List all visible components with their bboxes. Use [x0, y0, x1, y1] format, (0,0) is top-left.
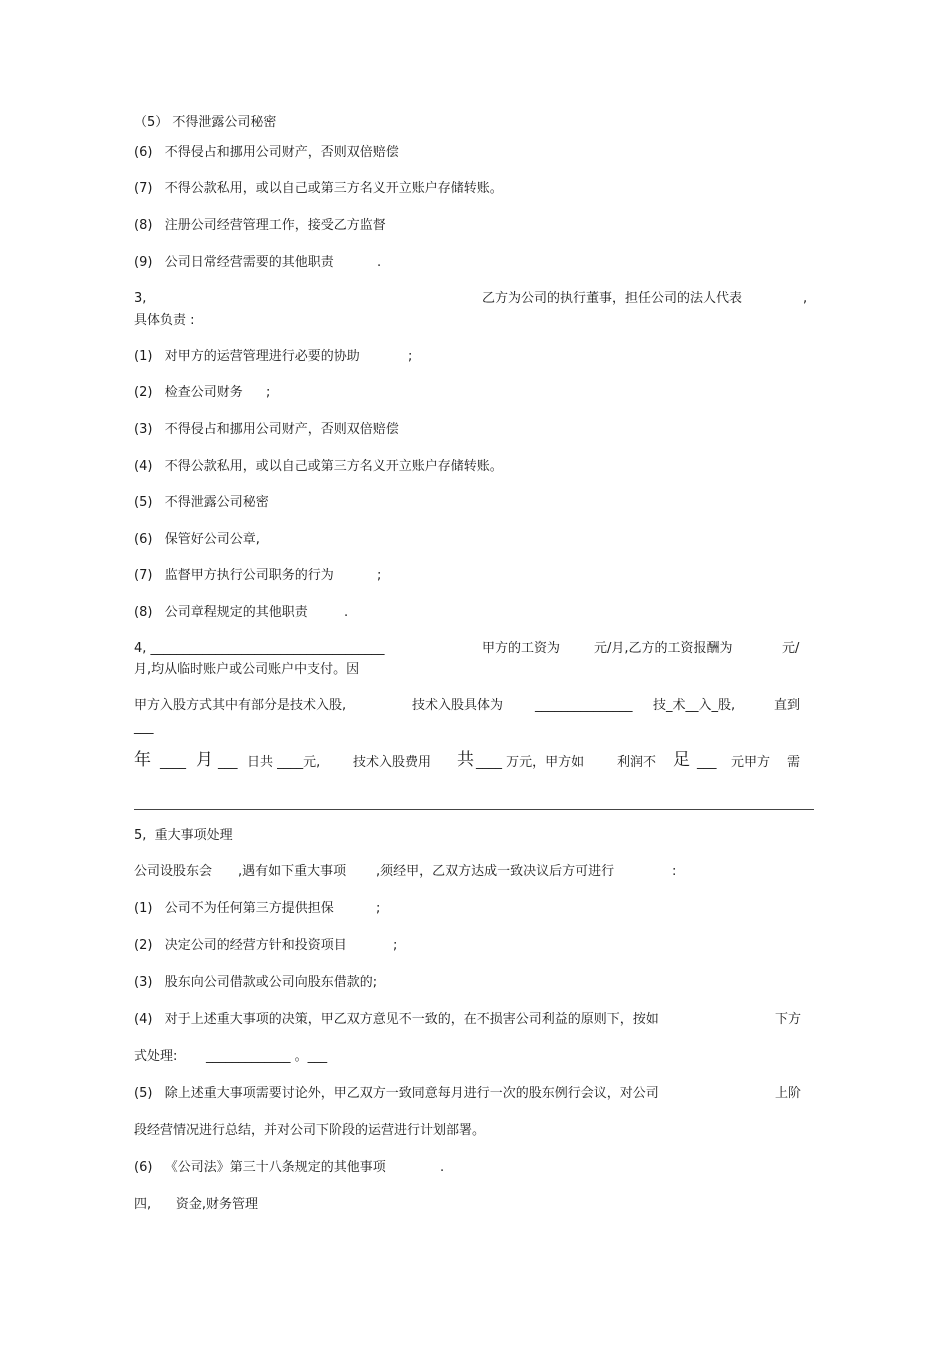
- clause-text: 具体负责 :: [134, 313, 195, 328]
- punctuation: :: [672, 864, 677, 879]
- clause-text: 乙方为公司的执行董事，担任公司的法人代表: [482, 291, 743, 306]
- punctuation: ;: [408, 349, 413, 364]
- clause-text: 式处理:: [134, 1049, 178, 1064]
- clause-text: 月,均从临时账户或公司账户中支付。因: [134, 662, 360, 677]
- clause-item: (5) 不得泄露公司秘密: [134, 495, 269, 510]
- blank-field: _______________: [535, 698, 633, 713]
- punctuation: ;: [376, 901, 381, 916]
- clause-item: (8) 公司章程规定的其他职责: [134, 605, 308, 620]
- clause-item: (2) 检查公司财务: [134, 385, 243, 400]
- clause-item: (8) 注册公司经营管理工作，接受乙方监督: [134, 218, 386, 233]
- section-heading: 四, 资金,财务管理: [134, 1197, 259, 1212]
- clause-item: (3) 不得侵占和挪用公司财产，否则双倍赔偿: [134, 422, 399, 437]
- punctuation: ,: [803, 291, 808, 306]
- clause-text: 上阶: [775, 1086, 802, 1101]
- clause-text: 足: [673, 750, 690, 770]
- section-number: 4, ____________________________________: [134, 641, 385, 656]
- clause-text: 需: [787, 755, 801, 770]
- punctuation: ;: [377, 568, 382, 583]
- section-heading: 5, 重大事项处理: [134, 828, 233, 843]
- clause-text: 下方: [775, 1012, 802, 1027]
- punctuation: ;: [266, 385, 271, 400]
- clause-text: 技术入股具体为: [412, 698, 504, 713]
- clause-text: ,须经甲，乙双方达成一致决议后方可进行: [376, 864, 615, 879]
- clause-item: (7) 监督甲方执行公司职务的行为: [134, 568, 334, 583]
- clause-item: (2) 决定公司的经营方针和投资项目: [134, 938, 347, 953]
- clause-item: (5) 除上述重大事项需要讨论外，甲乙双方一致同意每月进行一次的股东例行会议，对公司: [134, 1086, 659, 1101]
- clause-item: (4) 对于上述重大事项的决策，甲乙双方意见不一致的，在不损害公司利益的原则下，按如: [134, 1012, 659, 1027]
- clause-text: 元甲方: [731, 755, 771, 770]
- clause-text: 技术入股费用: [353, 755, 432, 770]
- clause-text: 元/: [782, 641, 800, 656]
- clause-item: (9) 公司日常经营需要的其他职责: [134, 255, 334, 270]
- blank-field: ____: [160, 755, 186, 770]
- clause-item: (4) 不得公款私用，或以自己或第三方名义开立账户存储转账。: [134, 459, 503, 474]
- clause-item: (3) 股东向公司借款或公司向股东借款的;: [134, 975, 378, 990]
- blank-field: _____________ 。___: [206, 1049, 328, 1064]
- clause-text: 元/月,乙方的工资报酬为: [594, 641, 733, 656]
- punctuation: .: [377, 255, 382, 270]
- punctuation: .: [440, 1160, 445, 1175]
- clause-text: 共: [457, 750, 474, 770]
- blank-field: ___: [134, 720, 154, 735]
- clause-text: 年: [134, 750, 151, 770]
- blank-field: ___: [697, 755, 717, 770]
- clause-item: (7) 不得公款私用，或以自己或第三方名义开立账户存储转账。: [134, 181, 503, 196]
- clause-text: 月: [196, 750, 213, 770]
- punctuation: ;: [393, 938, 398, 953]
- clause-item: (6) 保管好公司公章,: [134, 532, 260, 547]
- clause-text: 段经营情况进行总结，并对公司下阶段的运营进行计划部署。: [134, 1123, 486, 1138]
- clause-item: (6) 《公司法》第三十八条规定的其他事项: [134, 1160, 386, 1175]
- horizontal-rule: [134, 809, 814, 810]
- clause-text: 直到: [774, 698, 801, 713]
- punctuation: .: [344, 605, 349, 620]
- clause-text: 日共 ____元,: [247, 755, 321, 770]
- clause-text: ____ 万元，甲方如: [476, 755, 585, 770]
- clause-item: (1) 公司不为任何第三方提供担保: [134, 901, 334, 916]
- clause-item: (6) 不得侵占和挪用公司财产，否则双倍赔偿: [134, 145, 399, 160]
- clause-item: (1) 对甲方的运营管理进行必要的协助: [134, 349, 360, 364]
- clause-text: 公司设股东会: [134, 864, 213, 879]
- section-number: 3,: [134, 291, 147, 306]
- clause-text: 甲方入股方式其中有部分是技术入股,: [134, 698, 347, 713]
- clause-text: ,遇有如下重大事项: [238, 864, 347, 879]
- clause-text: 利润不: [617, 755, 657, 770]
- clause-text: 甲方的工资为: [482, 641, 561, 656]
- blank-field: ___: [218, 755, 238, 770]
- clause-item: （5） 不得泄露公司秘密: [134, 115, 277, 130]
- clause-text: 技_术__入_股,: [653, 698, 736, 713]
